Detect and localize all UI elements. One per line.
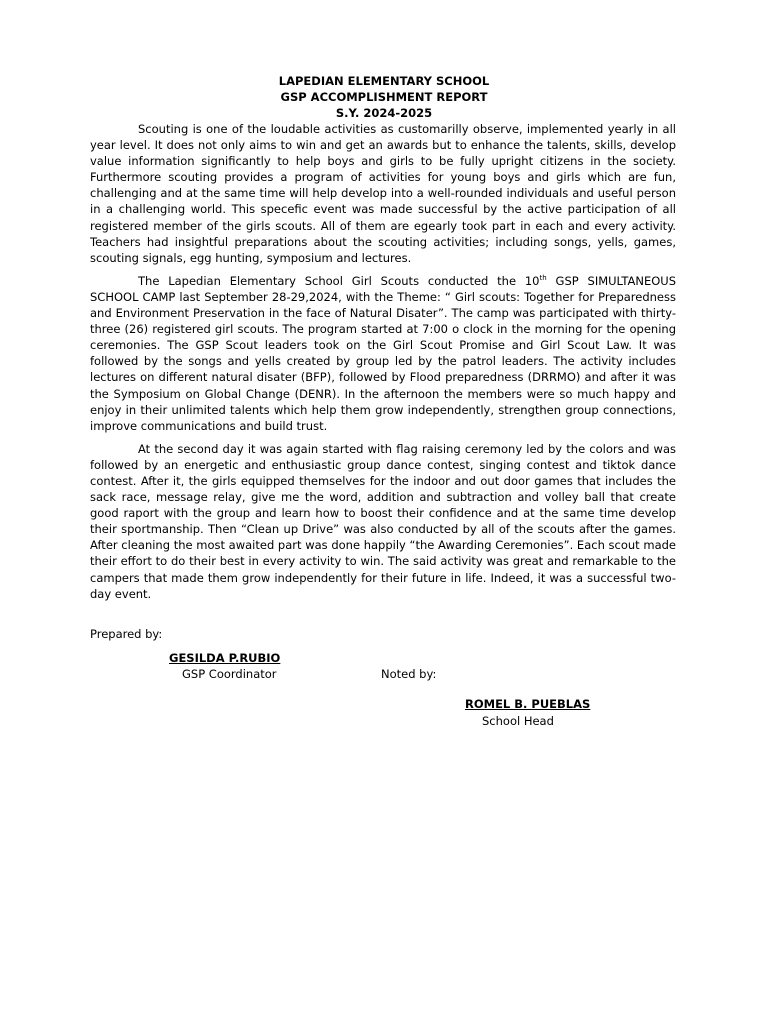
preparer-name: GESILDA P.RUBIO [169, 651, 281, 665]
report-title: GSP ACCOMPLISHMENT REPORT [280, 90, 488, 104]
paragraph-camp-day-one [90, 273, 676, 434]
report-body [90, 121, 676, 609]
report-header [0, 73, 768, 121]
school-head-name: ROMEL B. PUEBLAS [465, 697, 591, 711]
school-name: LAPEDIAN ELEMENTARY SCHOOL [278, 74, 490, 88]
prepared-by-label: Prepared by: [90, 627, 163, 641]
ordinal-suffix: th [539, 274, 547, 283]
school-year: S.Y. 2024-2025 [335, 106, 433, 120]
preparer-role: GSP Coordinator [182, 667, 277, 681]
noted-by-label: Noted by: [381, 667, 437, 681]
paragraph-intro: Scouting is one of the loudable activities as customarilly observe, implemented yearly in all year level. It does not only aims to win and get an awards but to enhance the talents, skills, develop value information significantly to help boys and girls to be fully upright citizens in the society. Furthermore scouting provides a program of activities for young boys and girls which are fun, challenging and at the same time will help develop into a well-rounded individuals and useful person in a challenging world. This specefic event was made successful by the active participation of all registered member of the girls scouts. All of them are egearly took part in each and every activity. Teachers had insightful preparations about the scouting activities; including songs, yells, games, scouting signals, egg hunting, symposium and lectures. [90, 122, 676, 265]
paragraph-camp-day-one-start: The Lapedian Elementary School Girl Scouts conducted the 10 [138, 273, 540, 288]
paragraph-camp-day-two: At the second day it was again started with flag raising ceremony led by the colors and was followed by an energetic and enthusiastic group dance contest, singing contest and tiktok dance contest. After it, the girls equipped themselves for the indoor and out door games that includes the sack race, message relay, give me the word, addition and subtraction and volley ball that create good raport with the group and learn how to boost their confidence and at the same time develop their sportmanship. Then “Clean up Drive” was also conducted by all of the scouts after the games. After cleaning the most awaited part was done happily “the Awarding Ceremonies”. Each scout made their effort to do their best in every activity to win. The said activity was great and remarkable to the campers that made them grow independently for their future in life. Indeed, it was a successful two-day event. [90, 441, 676, 601]
paragraph-camp-day-one-rest: GSP SIMULTANEOUS SCHOOL CAMP last September 28-29,2024, with the Theme: “ Girl scouts: Together for Preparedness and Environment Preservation in the face of Natural Disater”. The camp was participated with thirty-three (26) registered girl scouts. The program started at 7:00 o clock in the morning for the opening ceremonies. The GSP Scout leaders took on the Girl Scout Promise and Girl Scout Law. It was followed by the songs and yells created by group led by the patrol leaders. The activity includes lectures on different natural disater (BFP), followed by Flood preparedness (DRRMO) and after it was the Symposium on Global Change (DENR). In the afternoon the members were so much happy and enjoy in their unlimited talents which help them grow independently, strengthen group connections, improve communications and build trust. [90, 273, 677, 433]
school-head-role: School Head [482, 714, 554, 728]
